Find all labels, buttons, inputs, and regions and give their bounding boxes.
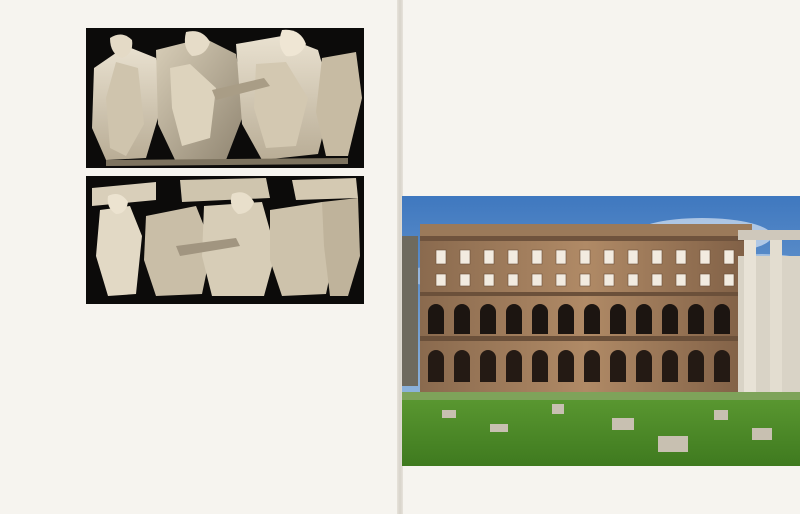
body-paragraph: [232, 430, 366, 440]
right-text-block: [424, 26, 706, 66]
body-paragraph: [86, 330, 218, 340]
left-text-column-2: [232, 320, 366, 330]
highlighted-term: [424, 46, 706, 56]
theatre-of-marcellus-photo: [402, 196, 800, 466]
left-text-column-2-lower: [232, 430, 366, 440]
relief-photo-2: [86, 176, 364, 304]
body-paragraph: [424, 56, 706, 66]
body-paragraph: [232, 320, 366, 330]
highlighted-term: [424, 36, 706, 46]
body-paragraph: [424, 26, 706, 36]
relief-photo-1: [86, 28, 364, 168]
body-paragraph: [86, 320, 218, 330]
left-text-column-1: [86, 320, 218, 340]
